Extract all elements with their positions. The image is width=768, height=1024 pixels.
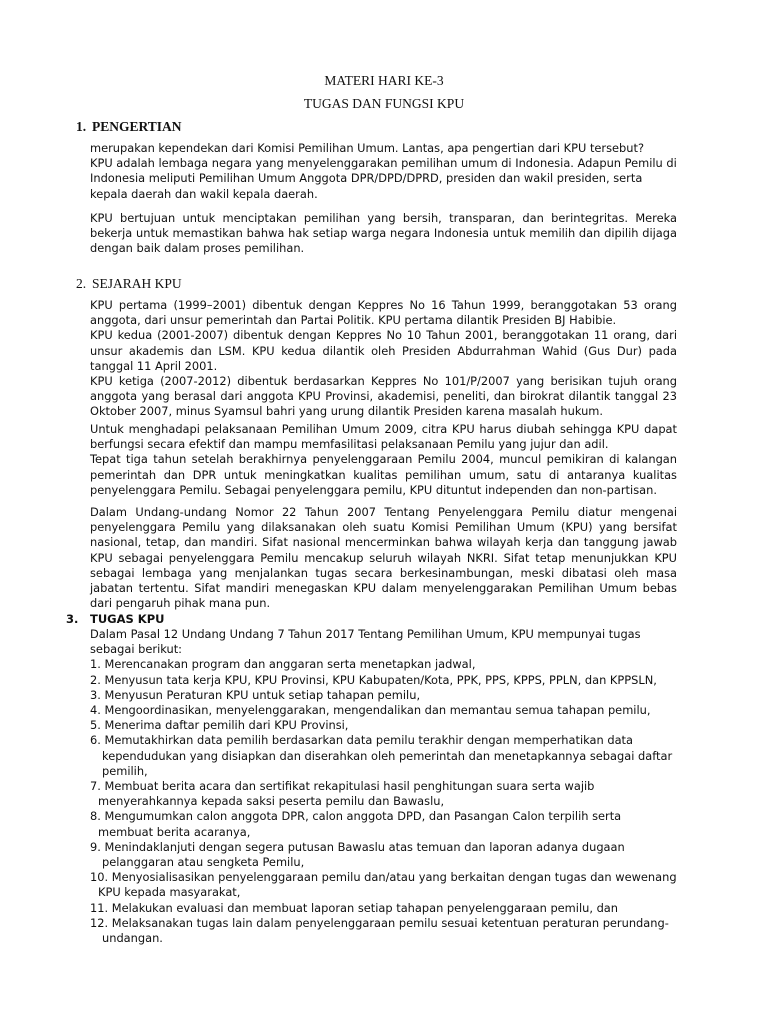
sejarah-paragraph-group-2 xyxy=(90,422,677,498)
paragraph: KPU kedua (2001-2007) dibentuk dengan Keppres No 10 Tahun 2001, beranggotakan 11 orang, dari unsur akademis dan LSM. KPU kedua dilantik oleh Presiden Abdurrahman Wahid (Gus Dur) pada tanggal 11 April 2001. xyxy=(90,328,677,373)
section-title: PENGERTIAN xyxy=(92,119,182,134)
tugas-intro: Dalam Pasal 12 Undang Undang 7 Tahun 2017 Tentang Pemilihan Umum, KPU mempunyai tugas sebagai berikut: xyxy=(90,627,641,657)
section-number: 1. xyxy=(76,119,87,134)
paragraph: KPU ketiga (2007-2012) dibentuk berdasarkan Keppres No 101/P/2007 yang berisikan tujuh orang anggota yang berasal dari anggota KPU Provinsi, akademisi, peneliti, dan birokrat dilantik tanggal 23 Oktober 2007, minus Syamsul bahri yang urung dilantik Presiden karena masalah hukum. xyxy=(90,374,677,419)
paragraph: KPU pertama (1999–2001) dibentuk dengan Keppres No 16 Tahun 1999, beranggotakan 53 orang anggota, dari unsur pemerintah dan Partai Politik. KPU pertama dilantik Presiden BJ Habibie. xyxy=(90,298,677,328)
section-title: TUGAS KPU xyxy=(90,612,165,626)
document-subtitle: TUGAS DAN FUNGSI KPU xyxy=(303,96,465,111)
section-title: SEJARAH KPU xyxy=(92,276,182,291)
tugas-list xyxy=(90,657,677,946)
list-item: 8. Mengumumkan calon anggota DPR, calon anggota DPD, dan Pasangan Calon terpilih serta membuat berita acaranya, xyxy=(90,809,622,839)
pengertian-paragraph-group-2 xyxy=(90,211,677,257)
section-heading-tugas xyxy=(66,612,165,626)
section-number: 3. xyxy=(66,612,79,626)
list-item: 7. Membuat berita acara dan sertifikat rekapitulasi hasil penghitungan suara serta wajib menyerahkannya kepada saksi peserta pemilu dan Bawaslu, xyxy=(90,779,595,809)
list-item: 3. Menyusun Peraturan KPU untuk setiap tahapan pemilu, xyxy=(90,687,421,702)
paragraph: KPU bertujuan untuk menciptakan pemilihan yang bersih, transparan, dan berintegritas. Mereka bekerja untuk memastikan bahwa hak setiap warga negara Indonesia untuk memilih dan dipilih dijaga dengan baik dalam proses pemilihan. xyxy=(90,211,677,256)
list-item: 6. Memutakhirkan data pemilih berdasarkan data pemilu terakhir dengan memperhatikan data kependudukan yang disiapkan dan diserahkan oleh pemerintah dan menetapkannya sebagai daftar pemilih, xyxy=(90,733,673,778)
paragraph: merupakan kependekan dari Komisi Pemilihan Umum. Lantas, apa pengertian dari KPU tersebut? xyxy=(90,141,645,155)
paragraph: Untuk menghadapi pelaksanaan Pemilihan Umum 2009, citra KPU harus diubah sehingga KPU dapat berfungsi secara efektif dan mampu memfasilitasi pelaksanaan Pemilu yang jujur dan adil. xyxy=(90,422,677,452)
list-item: 5. Menerima daftar pemilih dari KPU Provinsi, xyxy=(90,718,349,733)
pengertian-paragraph-group xyxy=(90,141,677,202)
list-item: 10. Menyosialisasikan penyelenggaraan pemilu dan/atau yang berkaitan dengan tugas dan wewenang KPU kepada masyarakat, xyxy=(90,870,677,900)
sejarah-paragraph-group xyxy=(90,298,677,420)
section-heading-sejarah xyxy=(76,276,182,292)
document-title: MATERI HARI KE-3 xyxy=(324,73,444,88)
list-item: 4. Mengoordinasikan, menyelenggarakan, mengendalikan dan memantau semua tahapan pemilu, xyxy=(90,703,651,718)
section-number: 2. xyxy=(76,276,87,291)
list-item: 12. Melaksanakan tugas lain dalam penyelenggaraan pemilu sesuai ketentuan peraturan perundang-undangan. xyxy=(90,915,669,946)
sejarah-paragraph-group-3 xyxy=(90,505,677,611)
paragraph: Tepat tiga tahun setelah berakhirnya penyelenggaraan Pemilu 2004, muncul pemikiran di kalangan pemerintah dan DPR untuk meningkatkan kualitas pemilihan umum, satu di antaranya kualitas penyelenggara Pemilu. Sebagai penyelenggara pemilu, KPU dituntut independen dan non-partisan. xyxy=(90,452,677,497)
list-item: 1. Merencanakan program dan anggaran serta menetapkan jadwal, xyxy=(90,657,476,672)
section-heading-pengertian xyxy=(76,119,182,135)
paragraph: KPU adalah lembaga negara yang menyelenggarakan pemilihan umum di Indonesia. Adapun Pemilu di Indonesia meliputi Pemilihan Umum Anggota DPR/DPD/DPRD, presiden dan wakil presiden, serta kepala daerah dan wakil kepala daerah. xyxy=(90,156,677,201)
list-item: 11. Melakukan evaluasi dan membuat laporan setiap tahapan penyelenggaraan pemilu, dan xyxy=(90,900,619,915)
list-item: 2. Menyusun tata kerja KPU, KPU Provinsi, KPU Kabupaten/Kota, PPK, PPS, KPPS, PPLN, dan KPPSLN, xyxy=(90,672,657,687)
paragraph: Dalam Undang-undang Nomor 22 Tahun 2007 Tentang Penyelenggara Pemilu diatur mengenai penyelenggara Pemilu yang dilaksanakan oleh suatu Komisi Pemilihan Umum (KPU) yang bersifat nasional, tetap, dan mandiri. Sifat nasional mencerminkan bahwa wilayah kerja dan tanggung jawab KPU sebagai penyelenggara Pemilu mencakup seluruh wilayah NKRI. Sifat tetap menunjukkan KPU sebagai lembaga yang menjalankan tugas secara berkesinambungan, meski dibatasi oleh masa jabatan tertentu. Sifat mandiri menegaskan KPU dalam menyelenggarakan Pemilihan Umum bebas dari pengaruh pihak mana pun. xyxy=(90,505,677,611)
tugas-content xyxy=(90,627,677,946)
list-item: 9. Menindaklanjuti dengan segera putusan Bawaslu atas temuan dan laporan adanya dugaan pelanggaran atau sengketa Pemilu, xyxy=(90,839,625,870)
